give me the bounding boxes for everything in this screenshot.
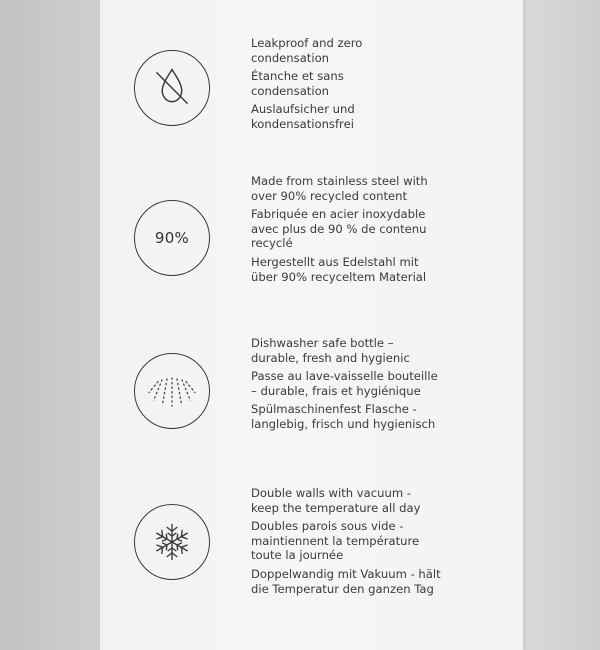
background-right	[523, 0, 600, 650]
feature-text-de: Doppelwandig mit Vakuum - hält die Temperatur den ganzen Tag	[251, 566, 441, 596]
feature-text-en: Dishwasher safe bottle – durable, fresh and hygienic	[251, 336, 410, 365]
feature-text-fr: Passe au lave-vaisselle bouteille – durable, frais et hygiénique	[251, 369, 438, 398]
feature-text-en: Made from stainless steel with over 90% recycled content	[251, 174, 428, 203]
ninety-percent-label: 90%	[154, 229, 190, 247]
spray-icon	[134, 353, 210, 429]
background-left	[0, 0, 100, 650]
feature-text-de: Auslaufsicher und kondensationsfrei	[251, 102, 355, 131]
snowflake-icon	[134, 504, 210, 580]
feature-text-fr: Fabriquée en acier inoxydable avec plus de 90 % de contenu recyclé	[251, 207, 427, 251]
feature-text-fr: Étanche et sans condensation	[251, 69, 344, 98]
ninety-percent-icon	[134, 200, 210, 276]
feature-text-en: Leakproof and zero condensation	[251, 36, 363, 65]
feature-text-en: Double walls with vacuum - keep the temperature all day	[251, 486, 421, 515]
feature-text-de: Hergestellt aus Edelstahl mit über 90% recyceltem Material	[251, 254, 427, 284]
packaging-panel	[100, 0, 523, 650]
no-drop-icon	[134, 50, 210, 126]
feature-text-fr: Doubles parois sous vide - maintiennent la température toute la journée	[251, 519, 420, 563]
feature-text-de: Spülmaschinenfest Flasche - langlebig, frisch und hygienisch	[251, 402, 436, 431]
